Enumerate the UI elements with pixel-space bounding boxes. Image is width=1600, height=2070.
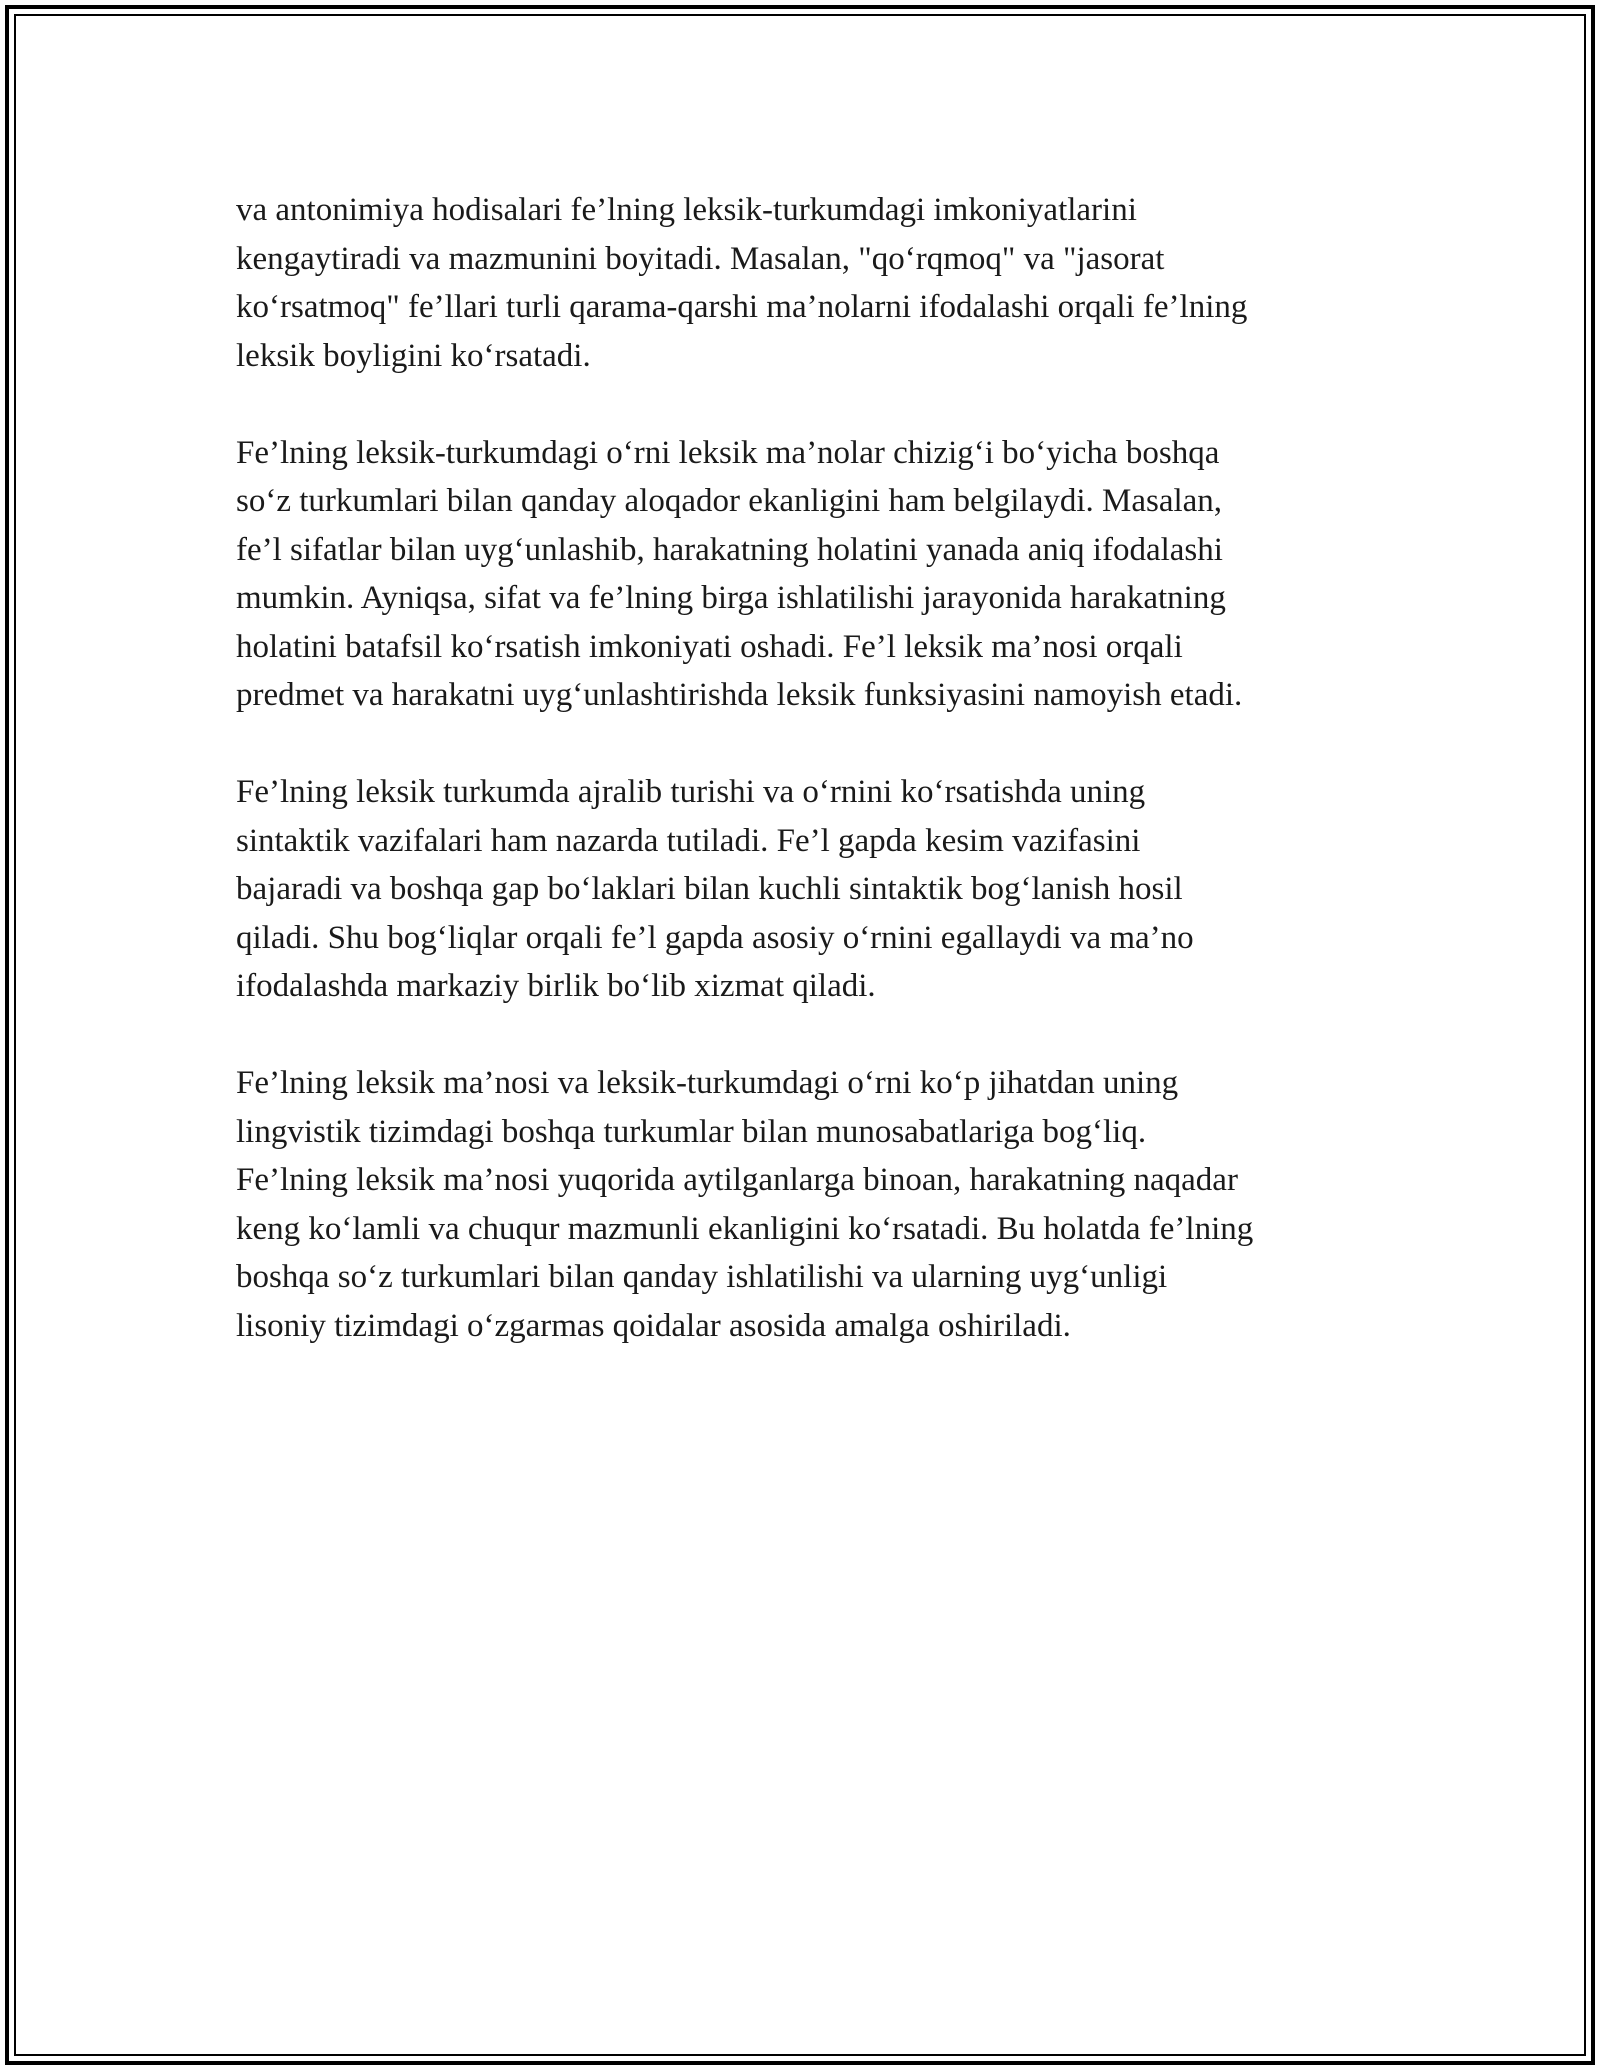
paragraph-1: va antonimiya hodisalari fe’lning leksik-turkumdagi imkoniyatlarini kengaytiradi va mazmunini boyitadi. Masalan, "qo‘rqmoq" va "jasorat ko‘rsatmoq" fe’llari turli qarama-qarshi ma’nolarni ifodalashi orqali fe’lning leksik boyligini ko‘rsatadi. xyxy=(236,192,1248,374)
paragraph-3: Fe’lning leksik turkumda ajralib turishi va o‘rnini ko‘rsatishda uning sintaktik vazifalari ham nazarda tutiladi. Fe’l gapda kesim vazifasini bajaradi va boshqa gap bo‘laklari bilan kuchli sintaktik bog‘lanish hosil qiladi. Shu bog‘liqlar orqali fe’l gapda asosiy o‘rnini egallaydi va ma’no ifodalashda markaziy birlik bo‘lib xizmat qiladi. xyxy=(236,774,1194,1004)
paragraph-4: Fe’lning leksik ma’nosi va leksik-turkumdagi o‘rni ko‘p jihatdan uning lingvistik tizimdagi boshqa turkumlar bilan munosabatlariga bog‘liq. Fe’lning leksik ma’nosi yuqorida aytilganlarga binoan, harakatning naqadar keng ko‘lamli va chuqur mazmunli ekanligini ko‘rsatadi. Bu holatda fe’lning boshqa so‘z turkumlari bilan qanday ishlatilishi va ularning uyg‘unligi lisoniy tizimdagi o‘zgarmas qoidalar asosida amalga oshiriladi. xyxy=(236,1065,1254,1344)
document-body xyxy=(236,186,1381,1399)
paragraph-2: Fe’lning leksik-turkumdagi o‘rni leksik ma’nolar chizig‘i bo‘yicha boshqa so‘z turkumlari bilan qanday aloqador ekanligini ham belgilaydi. Masalan, fe’l sifatlar bilan uyg‘unlashib, harakatning holatini yanada aniq ifodalashi mumkin. Ayniqsa, sifat va fe’lning birga ishlatilishi jarayonida harakatning holatini batafsil ko‘rsatish imkoniyati oshadi. Fe’l leksik ma’nosi orqali predmet va harakatni uyg‘unlashtirishda leksik funksiyasini namoyish etadi. xyxy=(236,434,1243,713)
